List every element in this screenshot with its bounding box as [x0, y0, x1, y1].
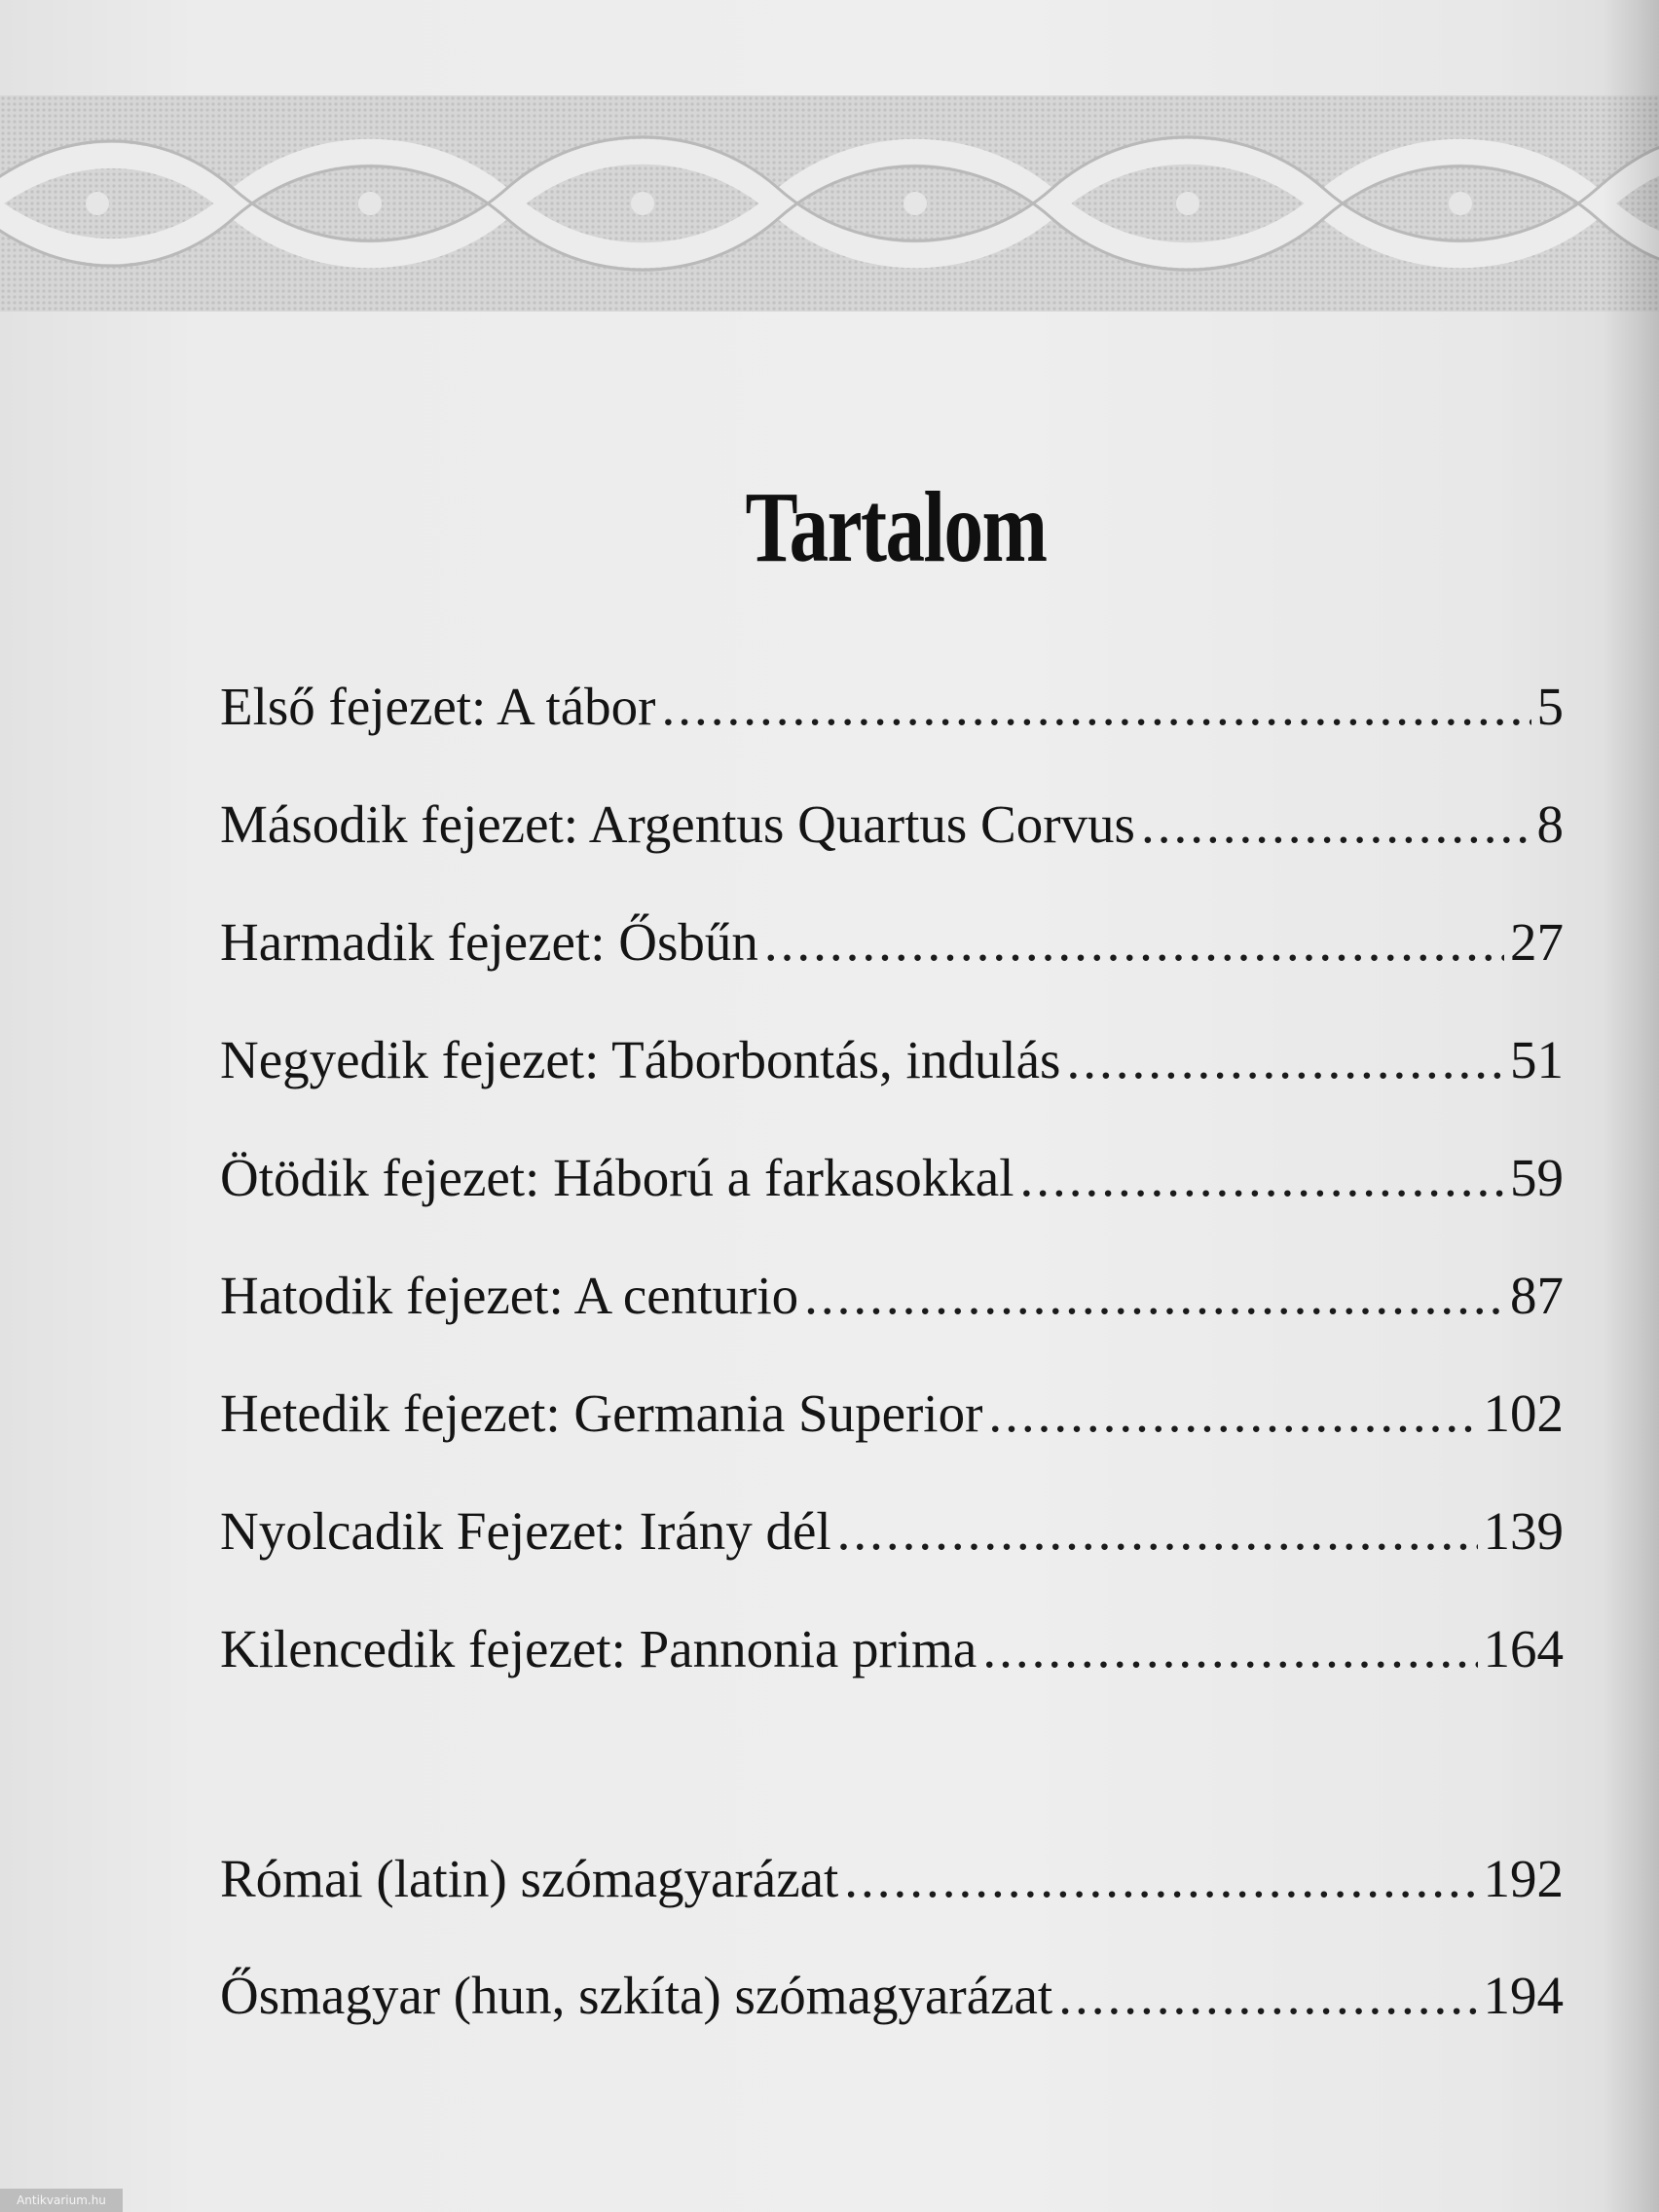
toc-entry	[220, 1236, 1564, 1354]
dot-leader	[837, 1472, 1478, 1590]
toc-page-number: 51	[1510, 1030, 1564, 1089]
toc-entry-title: Ötödik fejezet: Háború a farkasokkal	[220, 1148, 1014, 1207]
dot-leader	[1058, 1937, 1477, 2054]
toc-entry-title: Negyedik fejezet: Táborbontás, indulás	[220, 1030, 1061, 1089]
toc-page-number: 5	[1536, 677, 1564, 736]
braided-ornament-icon	[0, 95, 1659, 312]
toc-page-number: 102	[1483, 1383, 1564, 1443]
dot-leader	[988, 1354, 1477, 1472]
toc-entry	[220, 1119, 1564, 1236]
toc-entry	[220, 1354, 1564, 1472]
toc-entry	[220, 1001, 1564, 1119]
toc-entry-title: Harmadik fejezet: Ősbűn	[220, 912, 758, 972]
glossary-contents	[220, 1821, 1564, 2054]
toc-entry-title: Kilencedik fejezet: Pannonia prima	[220, 1619, 977, 1678]
toc-page-number: 8	[1536, 794, 1564, 854]
toc-entry	[220, 1590, 1564, 1708]
dot-leader	[982, 1590, 1477, 1708]
table-of-contents	[220, 647, 1564, 1708]
toc-entry-title: Római (latin) szómagyarázat	[220, 1849, 839, 1908]
toc-entry-title: Nyolcadik Fejezet: Irány dél	[220, 1501, 831, 1561]
toc-entry-title: Első fejezet: A tábor	[220, 677, 656, 736]
page-gutter-shadow	[1603, 0, 1659, 2212]
toc-entry	[220, 647, 1564, 765]
toc-entry	[220, 1472, 1564, 1590]
dot-leader	[1066, 1001, 1504, 1119]
toc-page-number: 164	[1483, 1619, 1564, 1678]
dot-leader	[764, 883, 1504, 1001]
toc-entry-title: Második fejezet: Argentus Quartus Corvus	[220, 794, 1135, 854]
watermark: Antikvarium.hu	[0, 2189, 123, 2212]
decorative-border-band	[0, 95, 1659, 312]
toc-page-number: 87	[1510, 1266, 1564, 1325]
toc-entry-title: Ősmagyar (hun, szkíta) szómagyarázat	[220, 1966, 1053, 2025]
toc-page-number: 139	[1483, 1501, 1564, 1561]
toc-entry	[220, 765, 1564, 883]
toc-page-number: 59	[1510, 1148, 1564, 1207]
dot-leader	[844, 1821, 1477, 1937]
toc-entry	[220, 1937, 1564, 2054]
toc-page-number: 192	[1483, 1849, 1564, 1908]
dot-leader	[662, 647, 1531, 765]
dot-leader	[1020, 1119, 1505, 1236]
toc-entry-title: Hetedik fejezet: Germania Superior	[220, 1383, 983, 1443]
dot-leader	[804, 1236, 1504, 1354]
toc-entry	[220, 1821, 1564, 1937]
page-title: Tartalom	[745, 470, 1047, 583]
toc-page-number: 194	[1483, 1966, 1564, 2025]
toc-entry-title: Hatodik fejezet: A centurio	[220, 1266, 799, 1325]
toc-entry	[220, 883, 1564, 1001]
toc-page-number: 27	[1510, 912, 1564, 972]
dot-leader	[1141, 765, 1531, 883]
